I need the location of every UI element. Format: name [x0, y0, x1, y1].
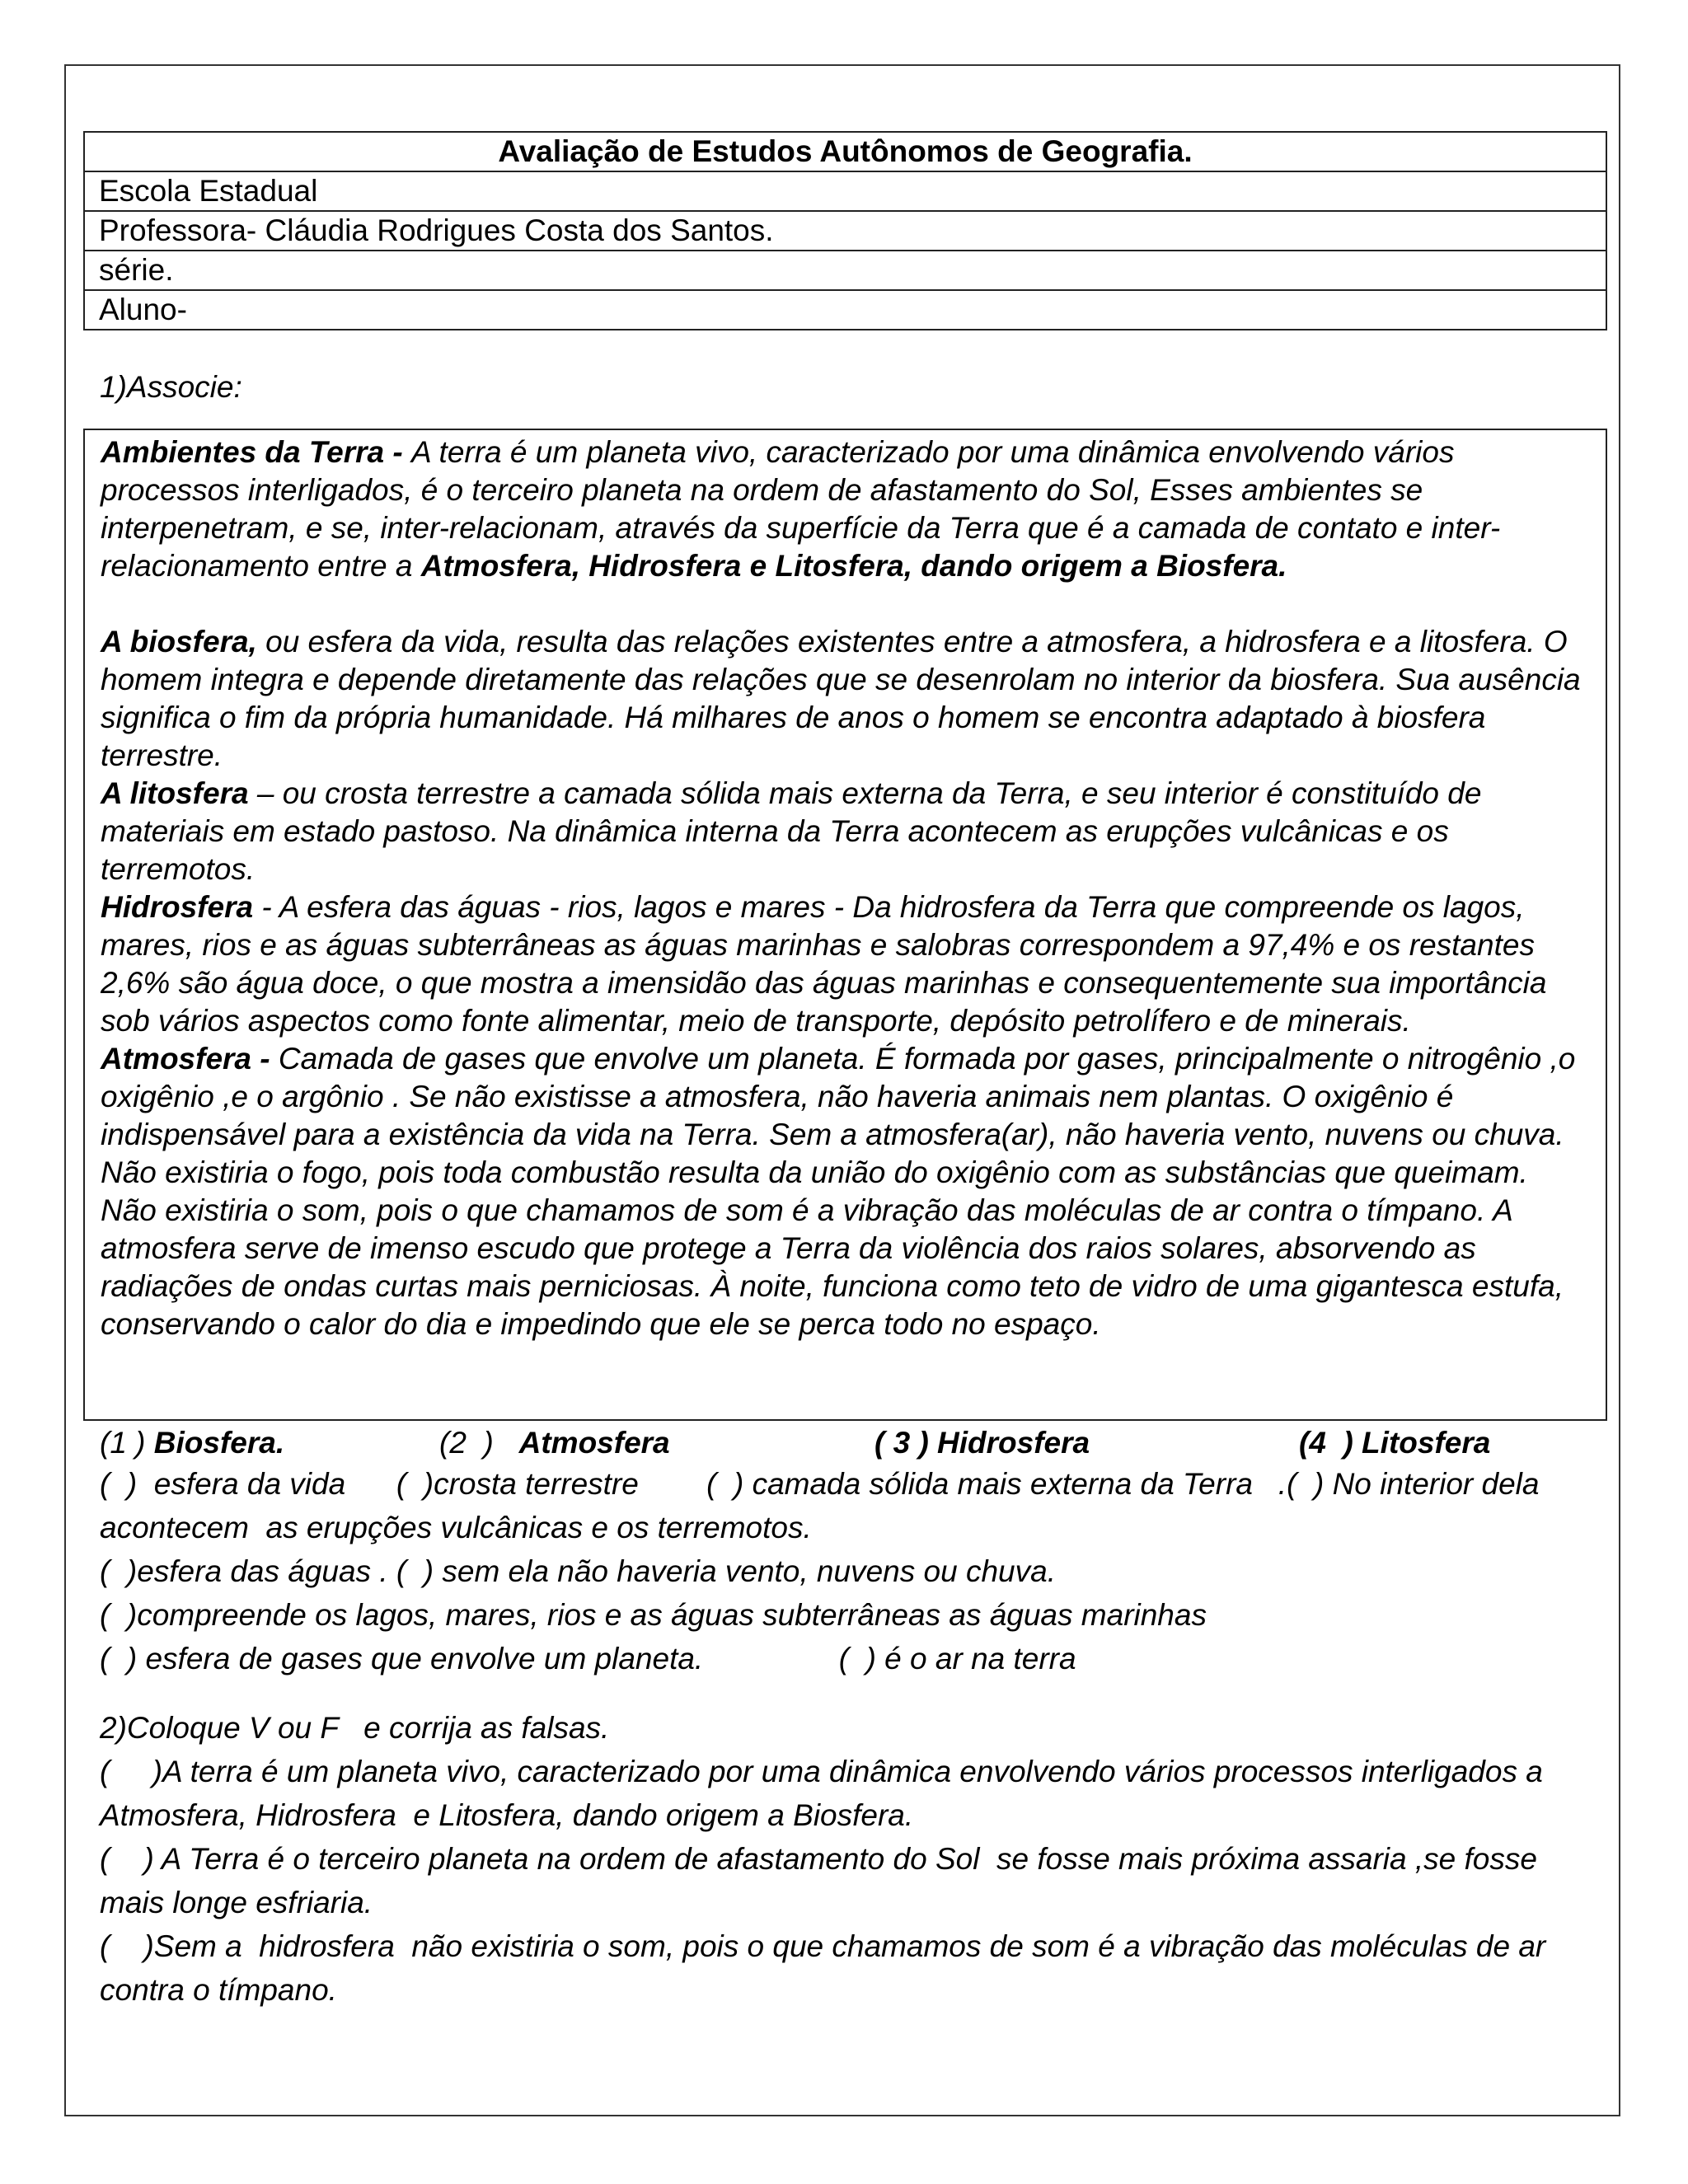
- option-1-number: (1 ): [100, 1426, 154, 1460]
- option-atmosfera: [439, 1421, 670, 1465]
- question-1-label: 1)Associe:: [100, 370, 242, 404]
- paragraph-hidrosfera: [101, 888, 1591, 1040]
- option-2-number: (2 ): [439, 1426, 519, 1460]
- biosfera-text: ou esfera da vida, resulta das relações existentes entre a atmosfera, a hidrosfera e a litosfera. O homem integra e depende diretamente das relações que se desenrolam no interior da biosfera. Sua ausência significa o fim da própria humanidade. Há milhares de anos o homem se encontra adaptado à biosfera terrestre.: [101, 625, 1581, 772]
- option-biosfera: [100, 1421, 284, 1465]
- header-table: [83, 131, 1607, 330]
- page-title: Avaliação de Estudos Autônomos de Geografia.: [84, 132, 1606, 171]
- school-field: Escola Estadual: [84, 171, 1606, 211]
- reading-box: [83, 429, 1607, 1421]
- litosfera-text: – ou crosta terrestre a camada sólida mais externa da Terra, e seu interior é constituído de materiais em estado pastoso. Na dinâmica interna da Terra acontecem as erupções vulcânicas e os terremotos.: [101, 776, 1482, 886]
- teacher-field: Professora- Cláudia Rodrigues Costa dos Santos.: [84, 211, 1606, 251]
- atmosfera-lead: Atmosfera -: [101, 1042, 279, 1076]
- option-hidrosfera: ( 3 ) Hidrosfera: [874, 1426, 1090, 1460]
- association-item: ( ) esfera de gases que envolve um planeta. ( ) é o ar na terra: [100, 1642, 1076, 1675]
- student-field: Aluno-: [84, 290, 1606, 330]
- question-2-section: [100, 1706, 1583, 2012]
- association-section: [100, 1421, 1583, 1680]
- ambientes-lead: Ambientes da Terra -: [101, 435, 411, 469]
- true-false-item: ( )A terra é um planeta vivo, caracterizado por uma dinâmica envolvendo vários processos interligados a Atmosfera, Hidrosfera e Litosfera, dando origem a Biosfera.: [100, 1755, 1550, 1832]
- hidrosfera-text: - A esfera das águas - rios, lagos e mares - Da hidrosfera da Terra que compreende os lagos, mares, rios e as águas subterrâneas as águas marinhas e salobras correspondem a 97,4% e os restantes 2,6% são água doce, o que mostra a imensidão das águas marinhas e consequentemente sua importância sob vários aspectos como fonte alimentar, meio de transporte, depósito petrolífero e de minerais.: [101, 890, 1547, 1038]
- option-2-label: Atmosfera: [518, 1426, 670, 1460]
- paragraph-atmosfera: [101, 1040, 1591, 1343]
- association-item: ( )compreende os lagos, mares, rios e as águas subterrâneas as águas marinhas: [100, 1598, 1207, 1632]
- option-1-label: Biosfera.: [153, 1426, 285, 1460]
- hidrosfera-lead: Hidrosfera: [101, 890, 254, 924]
- paragraph-ambientes: [101, 434, 1591, 585]
- options-row: [100, 1421, 1583, 1462]
- ambientes-text: A terra é um planeta vivo, caracterizado por uma dinâmica envolvendo vários processos interligados, é o terceiro planeta na ordem de afastamento do Sol, Esses ambientes se interpenetram, e se, inter-relacionam, através da superfície da Terra que é a camada de contato e inter-relacionamento entre a: [101, 435, 1501, 583]
- association-item: ( ) esfera da vida ( )crosta terrestre ( ) camada sólida mais externa da Terra .( ) No interior dela acontecem as erupções vulcânicas e os terremotos.: [100, 1467, 1548, 1544]
- true-false-item: ( ) A Terra é o terceiro planeta na ordem de afastamento do Sol se fosse mais próxima assaria ,se fosse mais longe esfriaria.: [100, 1842, 1546, 1919]
- association-item: ( )esfera das águas . ( ) sem ela não haveria vento, nuvens ou chuva.: [100, 1554, 1056, 1588]
- question-2-label: 2)Coloque V ou F e corrija as falsas.: [100, 1711, 610, 1745]
- grade-field: série.: [84, 251, 1606, 290]
- atmosfera-text: Camada de gases que envolve um planeta. É formada por gases, principalmente o nitrogênio ,o oxigênio ,e o argônio . Se não existisse a atmosfera, não haveria animais nem plantas. O oxigênio é indispensável para a existência da vida na Terra. Sem a atmosfera(ar), não haveria vento, nuvens ou chuva. Não existiria o fogo, pois toda combustão resulta da união do oxigênio com as substâncias que queimam. Não existiria o som, pois o que chamamos de som é a vibração das moléculas de ar contra o tímpano. A atmosfera serve de imenso escudo que protege a Terra da violência dos raios solares, absorvendo as radiações de ondas curtas mais perniciosas. À noite, funciona como teto de vidro de uma gigantesca estufa, conservando o calor do dia e impedindo que ele se perca todo no espaço.: [101, 1042, 1576, 1341]
- biosfera-lead: A biosfera,: [101, 625, 257, 658]
- paragraph-biosfera: [101, 623, 1591, 775]
- option-litosfera: (4 ) Litosfera: [1299, 1426, 1491, 1460]
- litosfera-lead: A litosfera: [101, 776, 249, 810]
- ambientes-tail: Atmosfera, Hidrosfera e Litosfera, dando origem a Biosfera.: [420, 549, 1287, 583]
- paragraph-litosfera: [101, 775, 1591, 888]
- true-false-item: ( )Sem a hidrosfera não existiria o som, pois o que chamamos de som é a vibração das moléculas de ar contra o tímpano.: [100, 1929, 1554, 2007]
